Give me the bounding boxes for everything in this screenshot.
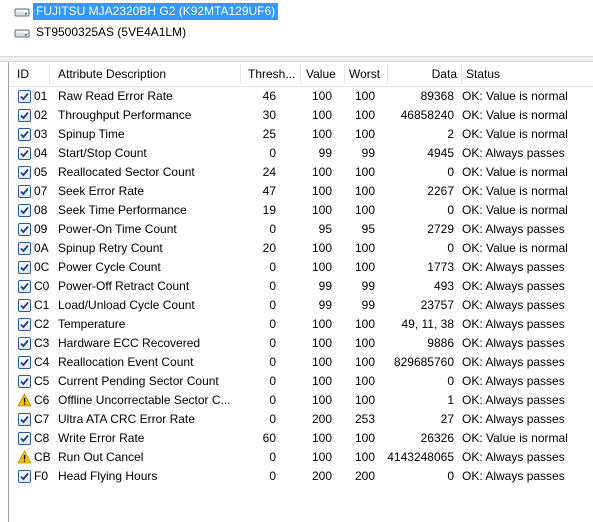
attribute-id: C5	[34, 374, 50, 388]
attribute-threshold: 19	[262, 203, 276, 217]
attribute-worst: 253	[354, 412, 375, 426]
attribute-status: OK: Always passes	[462, 260, 565, 274]
attribute-status: OK: Value is normal	[462, 241, 568, 255]
attribute-worst: 100	[354, 89, 375, 103]
attribute-data: 9886	[427, 336, 454, 350]
attribute-value: 100	[311, 260, 332, 274]
drive-item-fujitsu[interactable]	[14, 3, 278, 20]
attribute-id: 05	[34, 165, 48, 179]
drive-label: FUJITSU MJA2320BH G2 (K92MTA129UF6)	[33, 3, 278, 20]
attribute-threshold: 0	[269, 279, 276, 293]
attribute-status: OK: Always passes	[462, 222, 565, 236]
attribute-status: OK: Value is normal	[462, 89, 568, 103]
smart-attributes-table	[8, 62, 593, 522]
attribute-data: 4143248065	[387, 450, 454, 464]
attribute-threshold: 0	[269, 222, 276, 236]
attribute-id: 0A	[34, 241, 49, 255]
attribute-worst: 99	[361, 146, 375, 160]
drive-label: ST9500325AS (5VE4A1LM)	[36, 25, 187, 39]
attribute-value: 95	[318, 222, 332, 236]
attribute-data: 1773	[427, 260, 454, 274]
attribute-description: Write Error Rate	[58, 431, 145, 445]
drive-item-seagate[interactable]	[14, 24, 189, 41]
attribute-status: OK: Always passes	[462, 412, 565, 426]
attribute-data: 46858240	[400, 108, 454, 122]
attribute-worst: 100	[354, 260, 375, 274]
attribute-data: 0	[447, 165, 454, 179]
attribute-data: 27	[440, 412, 454, 426]
check-icon	[18, 413, 31, 426]
attribute-description: Spinup Retry Count	[58, 241, 163, 255]
table-row[interactable]	[9, 353, 593, 372]
attribute-status: OK: Always passes	[462, 146, 565, 160]
attribute-id: C1	[34, 298, 50, 312]
attribute-worst: 99	[361, 279, 375, 293]
attribute-data: 0	[447, 241, 454, 255]
table-row[interactable]	[9, 448, 593, 467]
attribute-id: C6	[34, 393, 50, 407]
attribute-value: 100	[311, 317, 332, 331]
check-icon	[18, 185, 31, 198]
warning-icon	[17, 393, 31, 407]
attribute-data: 1	[447, 393, 454, 407]
attribute-worst: 100	[354, 203, 375, 217]
drive-list	[0, 0, 593, 56]
attribute-status: OK: Always passes	[462, 374, 565, 388]
attribute-id: C4	[34, 355, 50, 369]
check-icon	[18, 223, 31, 236]
attribute-worst: 100	[354, 127, 375, 141]
attribute-description: Raw Read Error Rate	[58, 89, 173, 103]
attribute-value: 100	[311, 89, 332, 103]
column-header-status[interactable]: Status	[466, 67, 501, 81]
check-icon	[18, 470, 31, 483]
check-icon	[18, 109, 31, 122]
check-icon	[18, 261, 31, 274]
attribute-worst: 100	[354, 165, 375, 179]
attribute-value: 100	[311, 431, 332, 445]
attribute-value: 200	[311, 469, 332, 483]
attribute-worst: 100	[354, 108, 375, 122]
attribute-description: Head Flying Hours	[58, 469, 158, 483]
attribute-description: Hardware ECC Recovered	[58, 336, 201, 350]
attribute-value: 100	[311, 203, 332, 217]
attribute-value: 100	[311, 127, 332, 141]
column-header-threshold[interactable]: Thresh...	[248, 67, 296, 81]
attribute-value: 100	[311, 241, 332, 255]
attribute-description: Reallocated Sector Count	[58, 165, 195, 179]
attribute-status: OK: Value is normal	[462, 165, 568, 179]
attribute-description: Load/Unload Cycle Count	[58, 298, 195, 312]
table-row[interactable]	[9, 372, 593, 391]
table-row[interactable]	[9, 467, 593, 486]
attribute-value: 100	[311, 336, 332, 350]
table-row[interactable]	[9, 106, 593, 125]
attribute-description: Reallocation Event Count	[58, 355, 194, 369]
table-row[interactable]	[9, 125, 593, 144]
table-row[interactable]	[9, 182, 593, 201]
column-header-worst[interactable]: Worst	[349, 67, 381, 81]
attribute-data: 829685760	[393, 355, 454, 369]
attribute-threshold: 25	[262, 127, 276, 141]
check-icon	[18, 90, 31, 103]
attribute-data: 23757	[420, 298, 454, 312]
attribute-threshold: 60	[262, 431, 276, 445]
table-row[interactable]	[9, 277, 593, 296]
table-row[interactable]	[9, 315, 593, 334]
check-icon	[18, 128, 31, 141]
table-header	[9, 62, 593, 87]
attribute-data: 0	[447, 203, 454, 217]
attribute-data: 0	[447, 374, 454, 388]
attribute-id: 04	[34, 146, 48, 160]
attribute-description: Start/Stop Count	[58, 146, 147, 160]
attribute-status: OK: Always passes	[462, 298, 565, 312]
attribute-status: OK: Always passes	[462, 355, 565, 369]
attribute-value: 100	[311, 184, 332, 198]
attribute-value: 99	[318, 146, 332, 160]
attribute-id: 09	[34, 222, 48, 236]
attribute-value: 99	[318, 298, 332, 312]
attribute-data: 493	[433, 279, 454, 293]
check-icon	[18, 337, 31, 350]
column-header-id[interactable]: ID	[17, 67, 29, 81]
attribute-worst: 100	[354, 393, 375, 407]
table-row[interactable]	[9, 163, 593, 182]
table-body	[9, 87, 593, 486]
attribute-id: CB	[34, 450, 51, 464]
attribute-data: 49, 11, 38	[401, 317, 454, 331]
attribute-threshold: 0	[269, 393, 276, 407]
attribute-id: 01	[34, 89, 48, 103]
attribute-threshold: 0	[269, 260, 276, 274]
check-icon	[18, 375, 31, 388]
hard-drive-icon	[14, 26, 30, 40]
attribute-status: OK: Always passes	[462, 469, 565, 483]
attribute-status: OK: Always passes	[462, 450, 565, 464]
attribute-worst: 100	[354, 317, 375, 331]
column-header-description[interactable]: Attribute Description	[58, 67, 167, 81]
attribute-threshold: 0	[269, 317, 276, 331]
attribute-threshold: 0	[269, 469, 276, 483]
attribute-description: Power-On Time Count	[58, 222, 177, 236]
attribute-id: C7	[34, 412, 50, 426]
attribute-threshold: 0	[269, 450, 276, 464]
attribute-worst: 95	[361, 222, 375, 236]
attribute-value: 100	[311, 374, 332, 388]
table-row[interactable]	[9, 410, 593, 429]
attribute-value: 100	[311, 165, 332, 179]
table-row[interactable]	[9, 296, 593, 315]
attribute-description: Temperature	[58, 317, 126, 331]
attribute-threshold: 46	[262, 89, 276, 103]
attribute-description: Current Pending Sector Count	[58, 374, 219, 388]
table-row[interactable]	[9, 220, 593, 239]
attribute-status: OK: Value is normal	[462, 184, 568, 198]
attribute-status: OK: Always passes	[462, 317, 565, 331]
attribute-data: 4945	[427, 146, 454, 160]
attribute-worst: 100	[354, 374, 375, 388]
check-icon	[18, 356, 31, 369]
attribute-threshold: 24	[262, 165, 276, 179]
check-icon	[18, 242, 31, 255]
attribute-status: OK: Always passes	[462, 393, 565, 407]
attribute-value: 100	[311, 108, 332, 122]
table-row[interactable]	[9, 258, 593, 277]
attribute-worst: 200	[354, 469, 375, 483]
column-header-data[interactable]: Data	[431, 67, 457, 81]
attribute-threshold: 0	[269, 336, 276, 350]
attribute-threshold: 0	[269, 374, 276, 388]
table-row[interactable]	[9, 391, 593, 410]
hard-drive-icon	[14, 5, 30, 19]
attribute-data: 0	[447, 469, 454, 483]
attribute-worst: 100	[354, 355, 375, 369]
attribute-threshold: 20	[262, 241, 276, 255]
attribute-worst: 100	[354, 450, 375, 464]
attribute-threshold: 0	[269, 298, 276, 312]
attribute-id: 08	[34, 203, 48, 217]
check-icon	[18, 299, 31, 312]
table-row[interactable]	[9, 87, 593, 106]
attribute-value: 100	[311, 355, 332, 369]
check-icon	[18, 280, 31, 293]
attribute-threshold: 47	[262, 184, 276, 198]
warning-icon	[17, 450, 31, 464]
attribute-data: 2729	[427, 222, 454, 236]
attribute-description: Throughput Performance	[58, 108, 192, 122]
column-header-value[interactable]: Value	[306, 67, 336, 81]
attribute-id: C8	[34, 431, 50, 445]
attribute-worst: 100	[354, 431, 375, 445]
table-row[interactable]	[9, 239, 593, 258]
table-row[interactable]	[9, 201, 593, 220]
attribute-description: Power-Off Retract Count	[58, 279, 190, 293]
check-icon	[18, 318, 31, 331]
attribute-status: OK: Value is normal	[462, 203, 568, 217]
table-row[interactable]	[9, 429, 593, 448]
attribute-description: Run Out Cancel	[58, 450, 144, 464]
attribute-worst: 99	[361, 298, 375, 312]
attribute-description: Spinup Time	[58, 127, 125, 141]
attribute-data: 89368	[420, 89, 454, 103]
attribute-description: Power Cycle Count	[58, 260, 161, 274]
table-row[interactable]	[9, 144, 593, 163]
attribute-value: 100	[311, 393, 332, 407]
check-icon	[18, 204, 31, 217]
attribute-description: Seek Time Performance	[58, 203, 187, 217]
attribute-data: 2	[447, 127, 454, 141]
attribute-threshold: 0	[269, 355, 276, 369]
attribute-id: C0	[34, 279, 50, 293]
attribute-status: OK: Value is normal	[462, 108, 568, 122]
check-icon	[18, 166, 31, 179]
attribute-status: OK: Always passes	[462, 279, 565, 293]
attribute-description: Offline Uncorrectable Sector C...	[58, 393, 231, 407]
attribute-id: 03	[34, 127, 48, 141]
attribute-value: 200	[311, 412, 332, 426]
attribute-id: 07	[34, 184, 48, 198]
attribute-threshold: 0	[269, 146, 276, 160]
attribute-data: 26326	[420, 431, 454, 445]
attribute-id: 02	[34, 108, 48, 122]
attribute-status: OK: Always passes	[462, 336, 565, 350]
attribute-worst: 100	[354, 336, 375, 350]
attribute-id: 0C	[34, 260, 50, 274]
check-icon	[18, 432, 31, 445]
attribute-value: 100	[311, 450, 332, 464]
attribute-data: 2267	[427, 184, 454, 198]
attribute-worst: 100	[354, 241, 375, 255]
attribute-id: C2	[34, 317, 50, 331]
attribute-id: C3	[34, 336, 50, 350]
check-icon	[18, 147, 31, 160]
attribute-threshold: 30	[262, 108, 276, 122]
attribute-description: Ultra ATA CRC Error Rate	[58, 412, 195, 426]
attribute-threshold: 0	[269, 412, 276, 426]
attribute-description: Seek Error Rate	[58, 184, 145, 198]
attribute-worst: 100	[354, 184, 375, 198]
attribute-status: OK: Value is normal	[462, 127, 568, 141]
table-row[interactable]	[9, 334, 593, 353]
attribute-id: F0	[34, 469, 49, 483]
attribute-status: OK: Value is normal	[462, 431, 568, 445]
attribute-value: 99	[318, 279, 332, 293]
